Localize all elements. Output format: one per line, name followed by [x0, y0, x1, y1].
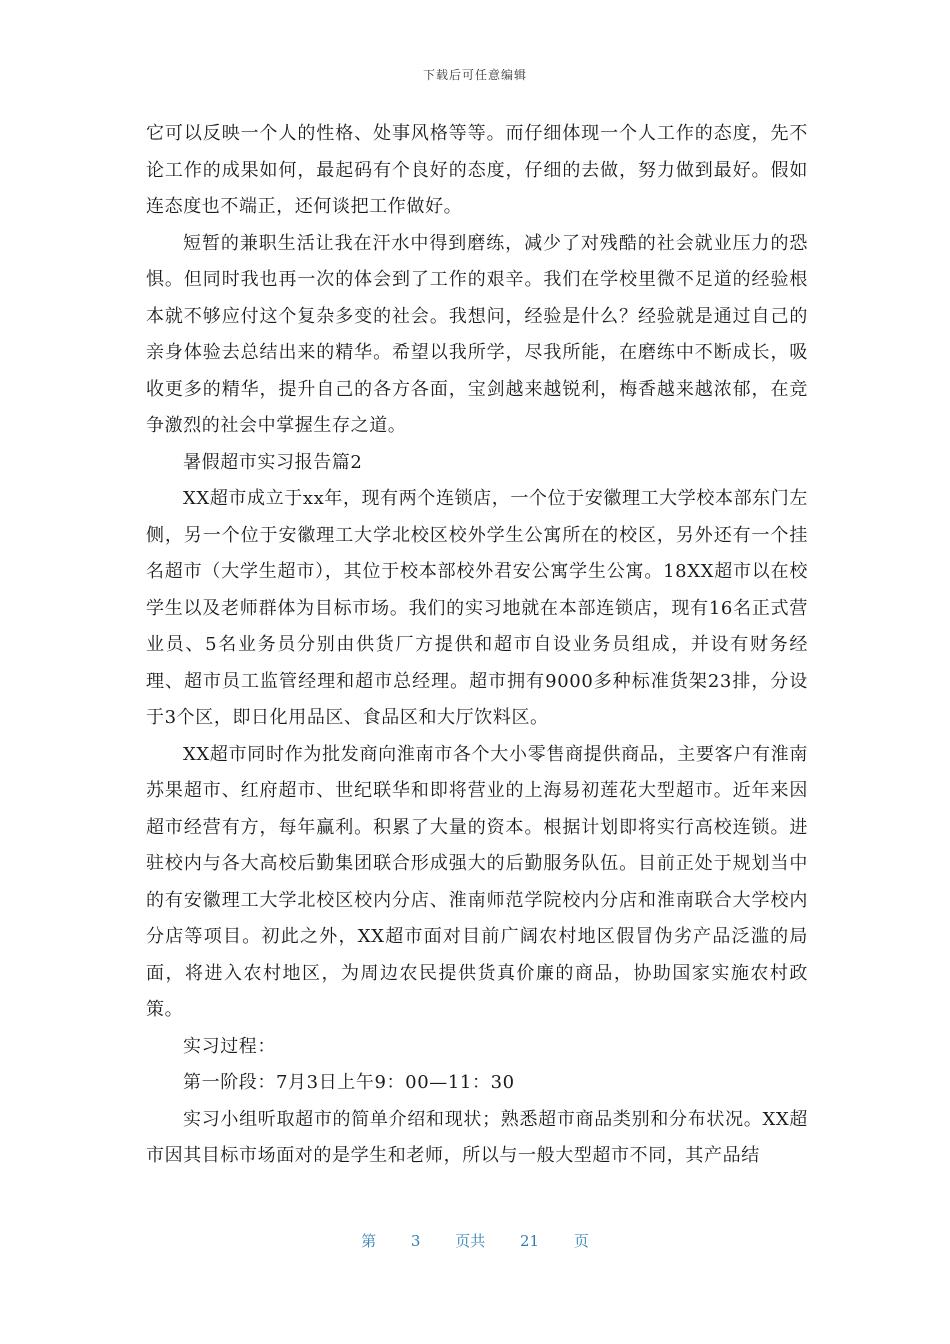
footer-suffix: 页: [573, 1232, 589, 1250]
document-body: [146, 116, 808, 1175]
paragraph: XX超市同时作为批发商向淮南市各个大小零售商提供商品，主要客户有淮南苏果超市、红府超市、世纪联华和即将营业的上海易初莲花大型超市。近年来因超市经营有方，每年赢利。积累了大量的资本。根据计划即将实行高校连锁。进驻校内与各大高校后勤集团联合形成强大的后勤服务队伍。目前正处于规划当中的有安徽理工大学北校区校内分店、淮南师范学院校内分店和淮南联合大学校内分店等项目。初此之外，XX超市面对目前广阔农村地区假冒伪劣产品泛滥的局面，将进入农村地区，为周边农民提供货真价廉的商品，协助国家实施农村政策。: [146, 743, 808, 1020]
section-heading: 暑假超市实习报告篇2: [183, 451, 363, 473]
header-note: 下载后可任意编辑: [422, 68, 527, 82]
paragraph: 它可以反映一个人的性格、处事风格等等。而仔细体现一个人工作的态度，先不论工作的成果如何，最起码有个良好的态度，仔细的去做，努力做到最好。假如连态度也不端正，还何谈把工作做好。: [146, 123, 808, 217]
footer-prefix: 第: [361, 1232, 377, 1250]
current-page-number: 3: [410, 1232, 421, 1250]
page-footer: [0, 1230, 950, 1251]
subheading: 实习过程：: [183, 1035, 276, 1057]
total-pages: 21: [520, 1232, 540, 1250]
paragraph: 实习小组听取超市的简单介绍和现状；熟悉超市商品类别和分布状况。XX超市因其目标市场面对的是学生和老师，所以与一般大型超市不同，其产品结: [146, 1108, 808, 1166]
subheading: 第一阶段：7月3日上午9：00—11：30: [183, 1072, 515, 1093]
paragraph: XX超市成立于xx年，现有两个连锁店，一个位于安徽理工大学校本部东门左侧，另一个位于安徽理工大学北校区校外学生公寓所在的校区，另外还有一个挂名超市（大学生超市），其位于校本部校外君安公寓学生公寓。18XX超市以在校学生以及老师群体为目标市场。我们的实习地就在本部连锁店，现有16名正式营业员、5名业务员分别由供货厂方提供和超市自设业务员组成，并设有财务经理、超市员工监管经理和超市总经理。超市拥有9000多种标准货架23排，分设于3个区，即日化用品区、食品区和大厅饮料区。: [146, 488, 808, 728]
footer-mid: 页共: [455, 1232, 486, 1250]
paragraph: 短暂的兼职生活让我在汗水中得到磨练，减少了对残酷的社会就业压力的恐惧。但同时我也再一次的体会到了工作的艰辛。我们在学校里微不足道的经验根本就不够应付这个复杂多变的社会。我想问，经验是什么？经验就是通过自己的亲身体验去总结出来的精华。希望以我所学，尽我所能，在磨练中不断成长，吸收更多的精华，提升自己的各方各面，宝剑越来越锐利，梅香越来越浓郁，在竞争激烈的社会中掌握生存之道。: [146, 232, 808, 436]
